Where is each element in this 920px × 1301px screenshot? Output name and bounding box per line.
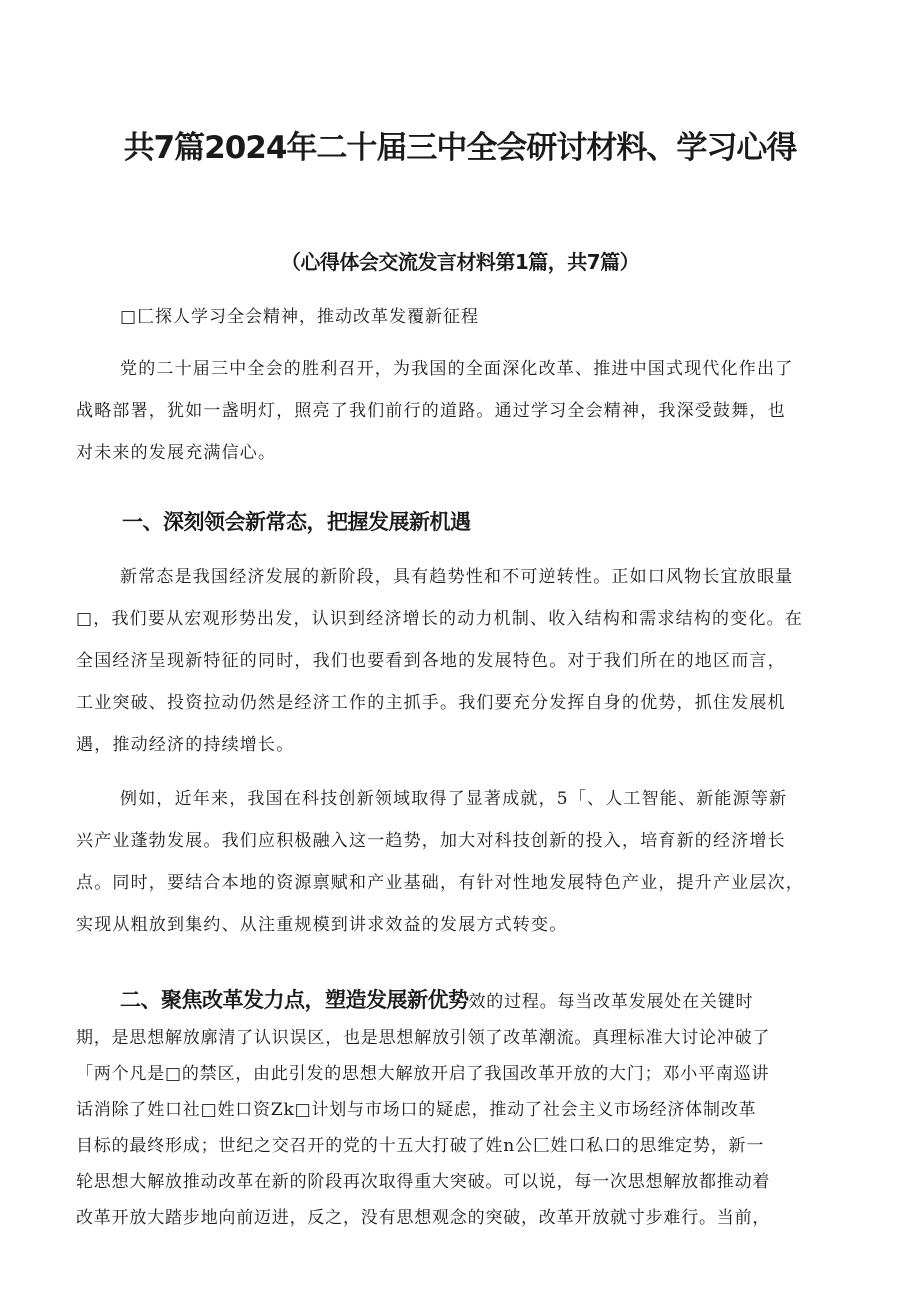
section1-paragraph-2 — [76, 778, 866, 946]
text-line: 实现从粗放到集约、从注重规模到讲求效益的发展方式转变。 — [76, 915, 568, 935]
text-line: 新常态是我国经济发展的新阶段，具有趋势性和不可逆转性。正如口风物长宜放眼量 — [120, 567, 794, 587]
document-title: 共7篇2024年二十届三中全会研讨材料、学习心得 — [123, 130, 797, 166]
text-line: 对未来的发展充满信心。 — [76, 443, 277, 463]
text-line: 目标的最终形成；世纪之交召开的党的十五大打破了姓n公匚姓口私口的思维定势，新一 — [76, 1136, 765, 1156]
section-heading-2: 二、聚焦改革发力点，塑造发展新优势 — [120, 988, 469, 1012]
text-line: 期，是思想解放廓清了认识误区，也是思想解放引领了改革潮流。真理标准大讨论冲破了 — [76, 1028, 771, 1048]
text-line: 轮思想大解放推动改革在新的阶段再次取得重大突破。可以说，每一次思想解放都推动着 — [76, 1172, 771, 1192]
text-line: 工业突破、投资拉动仍然是经济工作的主抓手。我们要充分发挥自身的优势，抓住发展机 — [76, 693, 786, 713]
intro-paragraph — [76, 348, 866, 474]
text-line: 兴产业蓬勃发展。我们应积极融入这一趋势，加大对科技创新的投入，培育新的经济增长 — [76, 831, 786, 851]
text-line: □，我们要从宏观形势出发，认识到经济增长的动力机制、收入结构和需求结构的变化。在 — [76, 609, 804, 629]
text-line: 战略部署，犹如一盏明灯，照亮了我们前行的道路。通过学习全会精神，我深受鼓舞，也 — [76, 401, 786, 421]
section2-paragraph — [76, 982, 866, 1236]
section1-paragraph-1 — [76, 556, 866, 766]
text-line: 话消除了姓口社□姓口资Zk□计划与市场口的疑虑，推动了社会主义市场经济体制改革 — [76, 1100, 757, 1120]
section2-first-line — [76, 982, 866, 1020]
document-subtitle: （心得体会交流发言材料第1篇，共7篇） — [280, 250, 640, 274]
text-fragment: 效的过程。每当改革发展处在关键时 — [468, 992, 754, 1012]
text-line: 例如，近年来，我国在科技创新领域取得了显著成就，5「、人工智能、新能源等新 — [120, 789, 788, 809]
text-line: 改革开放大踏步地向前迈进，反之，没有思想观念的突破，改革开放就寸步难行。当前， — [76, 1208, 771, 1228]
text-line: 点。同时，要结合本地的资源禀赋和产业基础，有针对性地发展特色产业，提升产业层次， — [76, 873, 804, 893]
text-line: 党的二十届三中全会的胜利召开，为我国的全面深化改革、推进中国式现代化作出了 — [120, 359, 794, 379]
text-line: 全国经济呈现新特征的同时，我们也要看到各地的发展特色。对于我们所在的地区而言， — [76, 651, 786, 671]
text-line: 「两个凡是□的禁区，由此引发的思想大解放开启了我国改革开放的大门；邓小平南巡讲 — [76, 1064, 770, 1084]
article-title: □匚探人学习全会精神，推动改革发覆新征程 — [120, 307, 480, 327]
section-heading-1: 一、深刻领会新常态，把握发展新机遇 — [122, 510, 471, 534]
text-line: 遇，推动经济的持续增长。 — [76, 735, 295, 755]
